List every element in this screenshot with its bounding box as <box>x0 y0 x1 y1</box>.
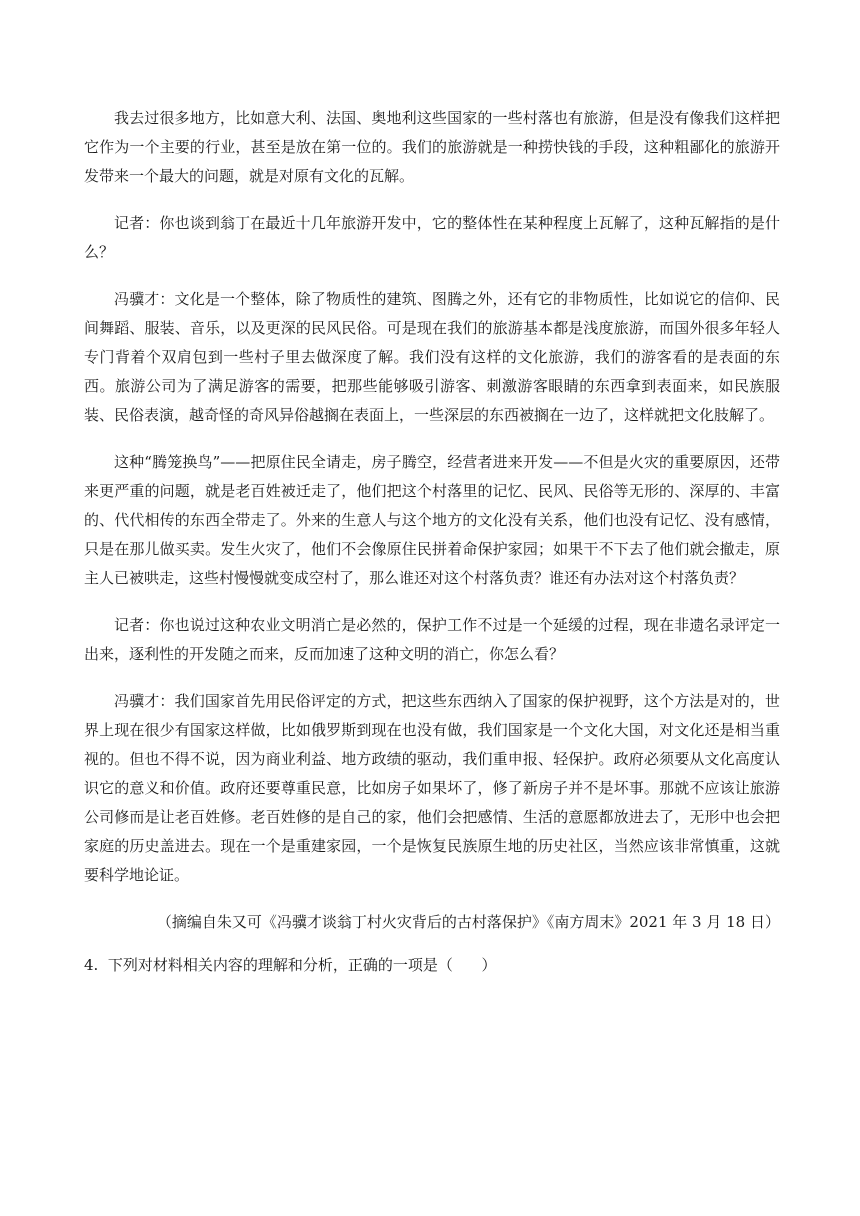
paragraph-4: 这种“腾笼换鸟”——把原住民全请走，房子腾空，经营者进来开发——不但是火灾的重要原因，还带来更严重的问题，就是老百姓被迁走了，他们把这个村落里的记忆、民风、民俗等无形的、深厚的、丰富的、代代相传的东西全带走了。外来的生意人与这个地方的文化没有关系，他们也没有记忆、没有感情，只是在那儿做买卖。发生火灾了，他们不会像原住民拼着命保护家园；如果干不下去了他们就会撤走，原主人已被哄走，这些村慢慢就变成空村了，那么谁还对这个村落负责？谁还有办法对这个村落负责？ <box>84 453 780 587</box>
document-page <box>84 104 780 980</box>
paragraph-2: 记者：你也谈到翁丁在最近十几年旅游开发中，它的整体性在某种程度上瓦解了，这种瓦解指的是什么？ <box>84 214 780 261</box>
paragraph-3: 冯骥才：文化是一个整体，除了物质性的建筑、图腾之外，还有它的非物质性，比如说它的信仰、民间舞蹈、服装、音乐，以及更深的民风民俗。可是现在我们的旅游基本都是浅度旅游，而国外很多年轻人专门背着个双肩包到一些村子里去做深度了解。我们没有这样的文化旅游，我们的游客看的是表面的东西。旅游公司为了满足游客的需要，把那些能够吸引游客、刺激游客眼睛的东西拿到表面来，如民族服装、民俗表演，越奇怪的奇风异俗越搁在表面上，一些深层的东西被搁在一边了，这样就把文化肢解了。 <box>84 290 780 424</box>
paragraph-5: 记者：你也说过这种农业文明消亡是必然的，保护工作不过是一个延缓的过程，现在非遗名录评定一出来，逐利性的开发随之而来，反而加速了这种文明的消亡，你怎么看？ <box>84 616 780 663</box>
question-4: 4. 下列对材料相关内容的理解和分析，正确的一项是（ ） <box>84 956 497 974</box>
source-citation: （摘编自朱又可《冯骥才谈翁丁村火灾背后的古村落保护》《南方周末》2021 年 3 月 18 日） <box>156 913 780 931</box>
paragraph-6: 冯骥才：我们国家首先用民俗评定的方式，把这些东西纳入了国家的保护视野，这个方法是对的，世界上现在很少有国家这样做，比如俄罗斯到现在也没有做，我们国家是一个文化大国，对文化还是相当重视的。但也不得不说，因为商业利益、地方政绩的驱动，我们重申报、轻保护。政府必须要从文化高度认识它的意义和价值。政府还要尊重民意，比如房子如果坏了，修了新房子并不是坏事。那就不应该让旅游公司修而是让老百姓修。老百姓修的是自己的家，他们会把感情、生活的意愿都放进去了，无形中也会把家庭的历史盖进去。现在一个是重建家园，一个是恢复民族原生地的历史社区，当然应该非常慎重，这就要科学地论证。 <box>84 692 780 884</box>
paragraph-1: 我去过很多地方，比如意大利、法国、奥地利这些国家的一些村落也有旅游，但是没有像我们这样把它作为一个主要的行业，甚至是放在第一位的。我们的旅游就是一种捞快钱的手段，这种粗鄙化的旅游开发带来一个最大的问题，就是对原有文化的瓦解。 <box>84 109 780 185</box>
